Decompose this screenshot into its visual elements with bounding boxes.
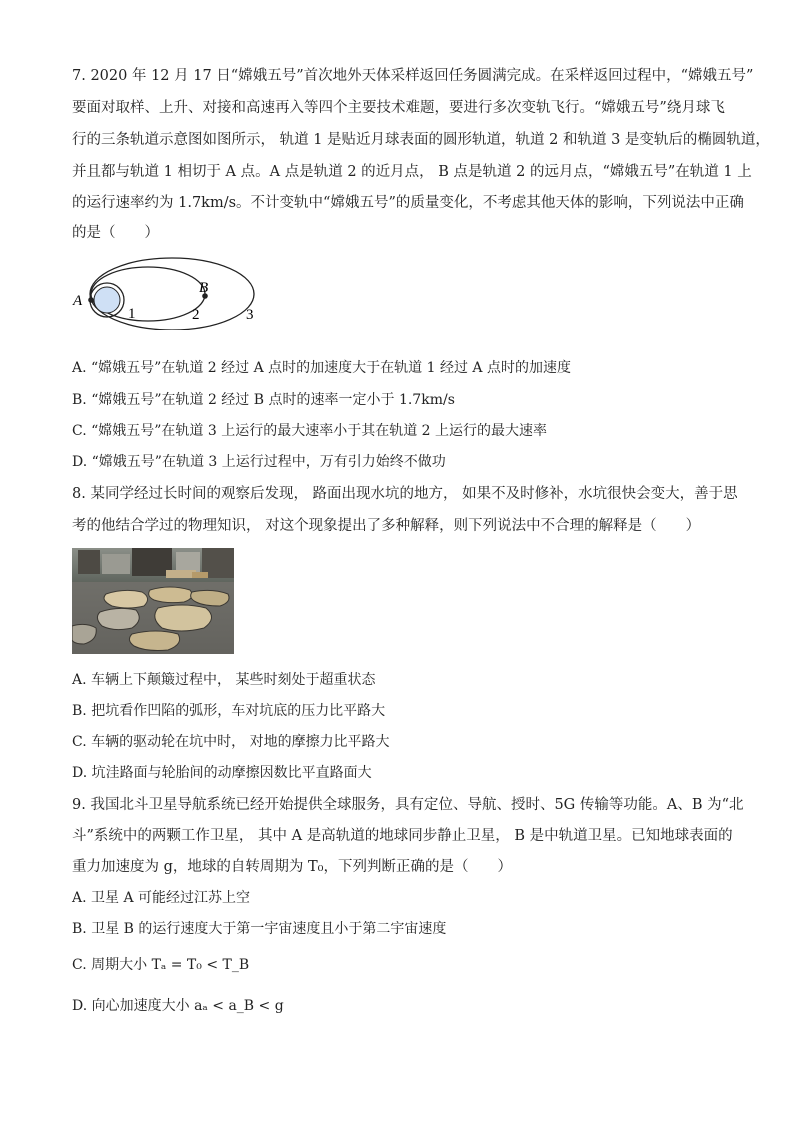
pothole-photo [72,548,234,654]
q7-line-3: 行的三条轨道示意图如图所示， 轨道 1 是贴近月球表面的圆形轨道，轨道 2 和轨道 3 是变轨后的椭圆轨道， [72,132,770,148]
q7-option-d: D. “嫦娥五号”在轨道 3 上运行过程中，万有引力始终不做功 [72,454,446,470]
q7-line-4: 并且都与轨道 1 相切于 A 点。A 点是轨道 2 的近月点， B 点是轨道 2 的远月点，“嫦娥五号”在轨道 1 上 [72,164,752,180]
orbit-diagram [68,250,268,330]
moon [94,287,120,313]
q7-line-5: 的运行速率约为 1.7km/s。不计变轨中“嫦娥五号”的质量变化，不考虑其他天体的影响，下列说法中正确 [72,195,744,211]
q9-option-c: C. 周期大小 Tₐ = T₀ < T_B [72,957,250,973]
q8-line-2: 考的他结合学过的物理知识， 对这个现象提出了多种解释，则下列说法中不合理的解释是（ ） [72,518,701,534]
q7-option-a: A. “嫦娥五号”在轨道 2 经过 A 点时的加速度大于在轨道 1 经过 A 点时的加速度 [72,360,571,376]
q9-option-a: A. 卫星 A 可能经过江苏上空 [72,890,251,906]
q9-line-3: 重力加速度为 g，地球的自转周期为 T₀，下列判断正确的是（ ） [72,859,512,875]
q8-option-b: B. 把坑看作凹陷的弧形，车对坑底的压力比平路大 [72,703,386,719]
label-orbit-3: 3 [246,307,254,323]
q7-line-6: 的是（ ） [72,225,159,241]
q7-line-2: 要面对取样、上升、对接和高速再入等四个主要技术难题，要进行多次变轨飞行。“嫦娥五号”绕月球飞 [72,100,725,116]
q9-line-1: 9. 我国北斗卫星导航系统已经开始提供全球服务，具有定位、导航、授时、5G 传输等功能。A、B 为“北 [72,797,744,813]
q8-option-d: D. 坑洼路面与轮胎间的动摩擦因数比平直路面大 [72,765,372,781]
q8-line-1: 8. 某同学经过长时间的观察后发现， 路面出现水坑的地方， 如果不及时修补，水坑很快会变大，善于思 [72,486,738,502]
q9-option-d: D. 向心加速度大小 aₐ < a_B < g [72,998,284,1014]
label-b: B [199,280,209,296]
q9-option-b: B. 卫星 B 的运行速度大于第一宇宙速度且小于第二宇宙速度 [72,921,447,937]
q8-option-a: A. 车辆上下颠簸过程中， 某些时刻处于超重状态 [72,672,376,688]
q8-option-c: C. 车辆的驱动轮在坑中时， 对地的摩擦力比平路大 [72,734,390,750]
q7-option-c: C. “嫦娥五号”在轨道 3 上运行的最大速率小于其在轨道 2 上运行的最大速率 [72,423,548,439]
label-a: A [73,293,83,309]
label-orbit-1: 1 [128,306,136,322]
q7-line-1: 7. 2020 年 12 月 17 日“嫦娥五号”首次地外天体采样返回任务圆满完成。在采样返回过程中，“嫦娥五号” [72,68,754,84]
q9-line-2: 斗”系统中的两颗工作卫星， 其中 A 是高轨道的地球同步静止卫星， B 是中轨道卫星。已知地球表面的 [72,828,733,844]
label-orbit-2: 2 [192,307,200,323]
point-a [88,297,94,303]
q7-option-b: B. “嫦娥五号”在轨道 2 经过 B 点时的速率一定小于 1.7km/s [72,392,455,408]
